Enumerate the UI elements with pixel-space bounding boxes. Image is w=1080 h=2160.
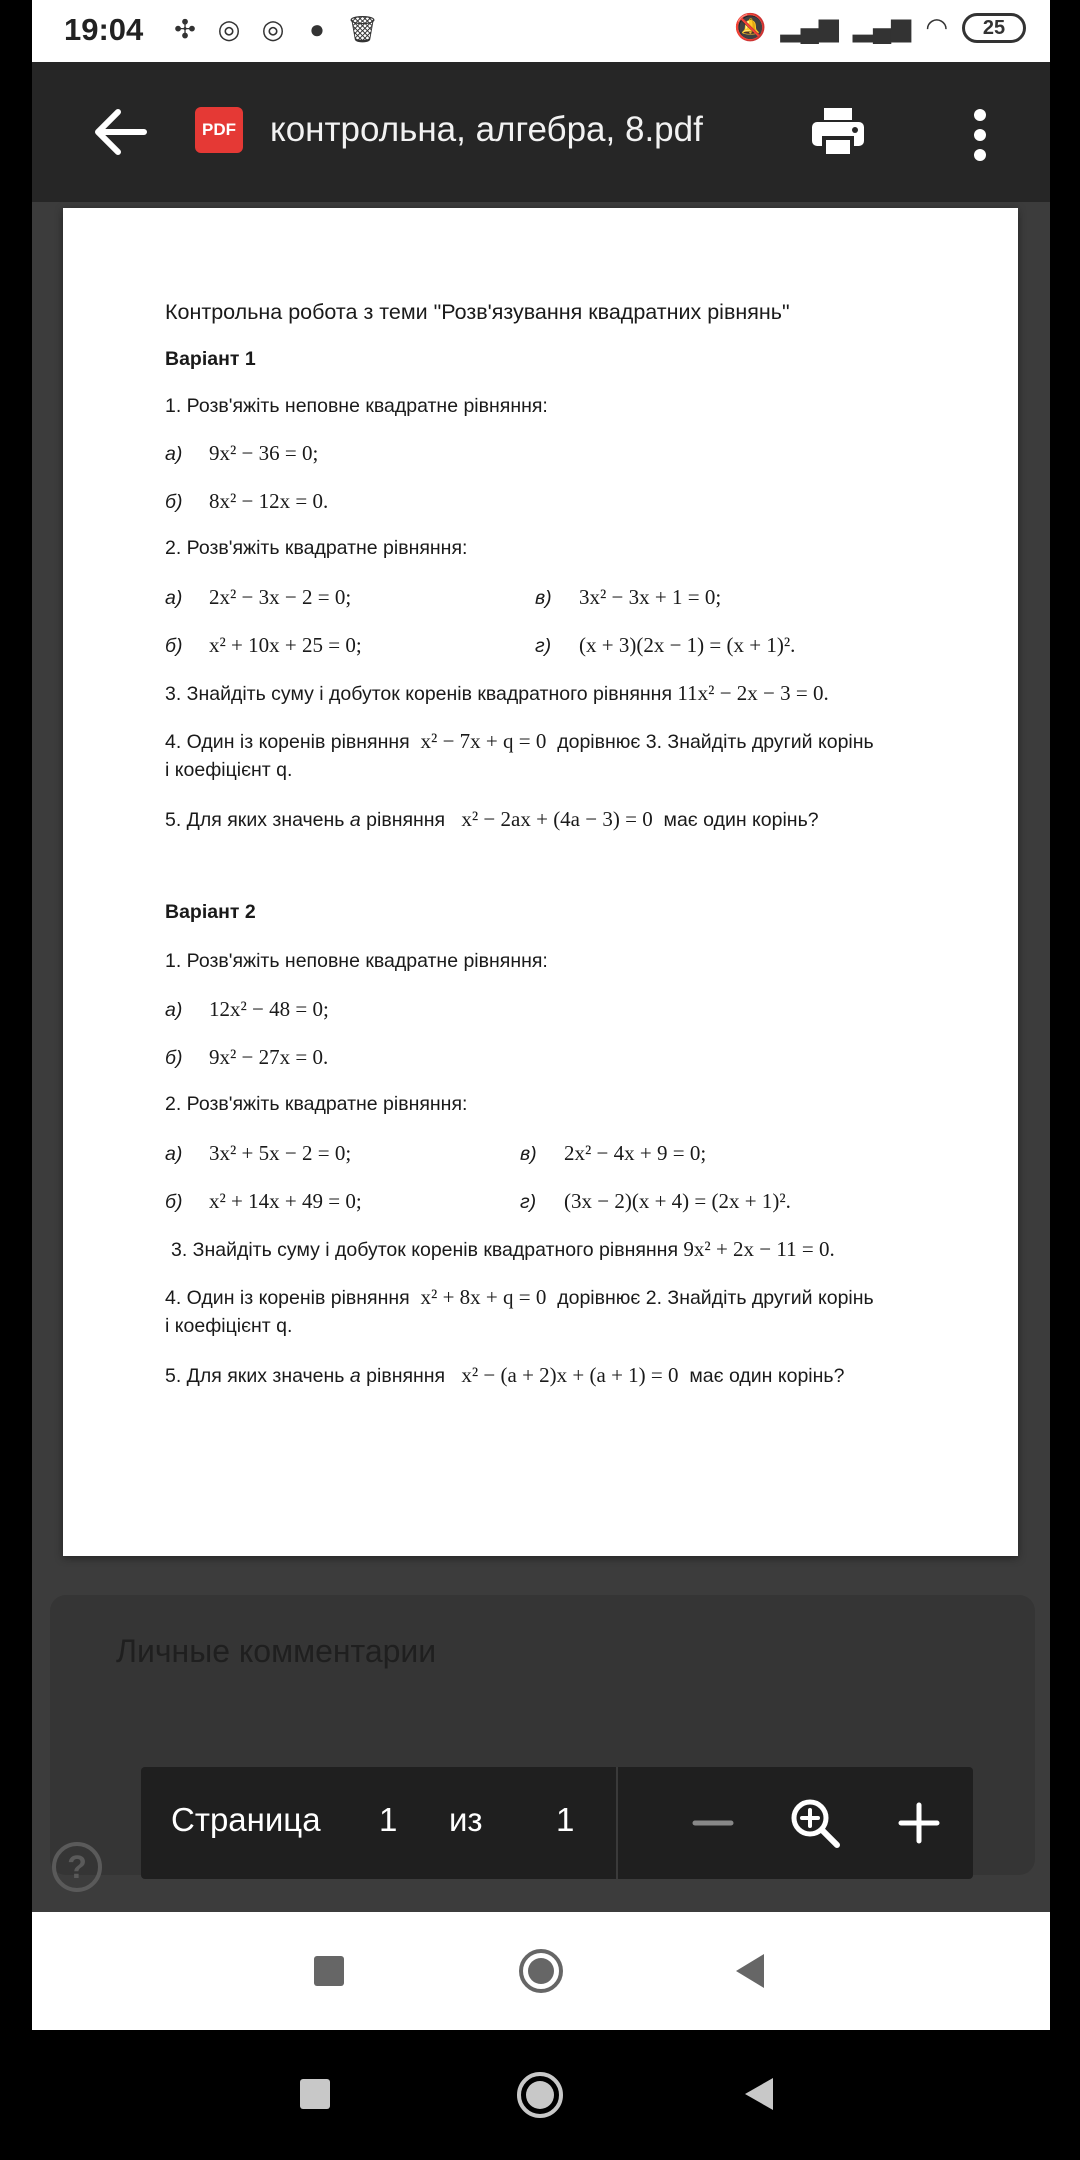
comments-title: Личные комментарии	[116, 1633, 437, 1669]
task-5	[165, 1363, 844, 1388]
variable: a	[349, 809, 361, 831]
home-icon[interactable]	[516, 2071, 564, 2119]
document-title: Контрольна робота з теми "Розв'язування квадратних рівнянь"	[165, 300, 790, 324]
equation: 3x² + 5x − 2 = 0;	[209, 1141, 352, 1165]
variant-heading: Варіант 1	[165, 348, 256, 370]
task-2a	[165, 585, 351, 610]
equation: 2x² − 3x − 2 = 0;	[209, 585, 352, 609]
task-2a	[165, 1141, 351, 1166]
equation: x² − (a + 2)x + (a + 1) = 0	[461, 1363, 679, 1387]
item-label: а)	[165, 999, 183, 1021]
task-text: 3. Знайдіть суму і добуток коренів квадратного рівняння	[171, 1239, 678, 1261]
back-icon[interactable]	[742, 2076, 776, 2112]
task-1a	[165, 997, 329, 1022]
task-3	[171, 1237, 835, 1262]
instagram-icon: ◎	[261, 14, 285, 44]
task-1: 1. Розв'яжіть неповне квадратне рівняння:	[165, 950, 548, 972]
pinwheel-icon: ✣	[174, 14, 196, 44]
item-label: б)	[165, 491, 183, 513]
zoom-out-icon[interactable]	[685, 1795, 741, 1851]
page-navigation-toolbar	[141, 1767, 973, 1879]
item-label: б)	[165, 635, 183, 657]
task-text: 4. Один із коренів рівняння	[165, 731, 410, 753]
equation: (3x − 2)(x + 4) = (2x + 1)².	[564, 1189, 791, 1213]
back-icon[interactable]	[732, 1952, 768, 1990]
task-2g	[535, 633, 795, 658]
task-4-line2: і коефіцієнт q.	[165, 759, 293, 781]
variant-heading: Варіант 2	[165, 901, 256, 923]
recents-icon[interactable]	[298, 2077, 332, 2111]
task-text: дорівнює 3. Знайдіть другий корінь	[557, 731, 874, 753]
status-bar	[32, 0, 1050, 62]
status-time: 19:04	[64, 12, 144, 47]
pdf-file-icon: PDF	[195, 107, 243, 153]
equation: 2x² − 4x + 9 = 0;	[564, 1141, 707, 1165]
task-2v	[520, 1141, 706, 1166]
task-text: має один корінь?	[663, 809, 819, 831]
pdf-viewer-toolbar	[32, 62, 1050, 202]
task-4	[165, 1285, 874, 1310]
equation: x² + 14x + 49 = 0;	[209, 1189, 362, 1213]
wifi-icon: ◠	[925, 12, 948, 42]
equation: x² + 8x + q = 0	[420, 1285, 547, 1309]
task-1a	[165, 441, 318, 466]
system-navigation-bar	[0, 2030, 1080, 2160]
pdf-page	[63, 208, 1018, 1556]
equation: 12x² − 48 = 0;	[209, 997, 329, 1021]
equation: x² − 2ax + (4a − 3) = 0	[461, 807, 653, 831]
task-4	[165, 729, 874, 754]
item-label: б)	[165, 1191, 183, 1213]
task-text: має один корінь?	[689, 1365, 845, 1387]
current-page[interactable]: 1	[379, 1801, 398, 1838]
of-label: из	[449, 1801, 483, 1838]
task-text: рівняння	[366, 1365, 446, 1387]
inner-navigation-bar	[32, 1912, 1050, 2030]
total-pages: 1	[556, 1801, 575, 1838]
device-screen	[32, 0, 1050, 2030]
task-2g	[520, 1189, 791, 1214]
help-icon[interactable]: ?	[52, 1842, 102, 1892]
task-text: рівняння	[366, 809, 446, 831]
zoom-reset-icon[interactable]	[787, 1795, 843, 1851]
item-label: в)	[535, 587, 552, 609]
variable: a	[349, 1365, 361, 1387]
home-icon[interactable]	[518, 1948, 564, 1994]
file-title: контрольна, алгебра, 8.pdf	[270, 110, 703, 149]
task-text: дорівнює 2. Знайдіть другий корінь	[557, 1287, 874, 1309]
equation: 9x² + 2x − 11 = 0.	[683, 1237, 835, 1261]
recents-icon[interactable]	[312, 1954, 346, 1988]
task-2: 2. Розв'яжіть квадратне рівняння:	[165, 1093, 468, 1115]
signal-icon: ▂▄▆	[780, 12, 839, 42]
equation: x² − 7x + q = 0	[420, 729, 547, 753]
task-text: 3. Знайдіть суму і добуток коренів квадратного рівняння	[165, 683, 672, 705]
item-label: г)	[535, 635, 552, 657]
equation: 9x² − 36 = 0;	[209, 441, 319, 465]
print-icon[interactable]	[810, 104, 866, 160]
equation: 11x² − 2x − 3 = 0.	[677, 681, 829, 705]
task-2b	[165, 1189, 362, 1214]
item-label: а)	[165, 443, 183, 465]
item-label: а)	[165, 587, 183, 609]
item-label: б)	[165, 1047, 183, 1069]
task-text: 5. Для яких значень	[165, 1365, 345, 1387]
task-text: 5. Для яких значень	[165, 809, 345, 831]
task-1: 1. Розв'яжіть неповне квадратне рівняння:	[165, 395, 548, 417]
item-label: а)	[165, 1143, 183, 1165]
task-2: 2. Розв'яжіть квадратне рівняння:	[165, 537, 468, 559]
notification-icons	[170, 14, 380, 44]
trash-icon: 🗑	[346, 14, 380, 44]
equation: 3x² − 3x + 1 = 0;	[579, 585, 722, 609]
task-text: 4. Один із коренів рівняння	[165, 1287, 410, 1309]
signal-icon: ▂▄▆	[852, 12, 912, 42]
back-arrow-icon[interactable]	[90, 104, 150, 160]
equation: 8x² − 12x = 0.	[209, 489, 329, 513]
equation: 9x² − 27x = 0.	[209, 1045, 329, 1069]
task-5	[165, 807, 819, 832]
system-icons	[734, 12, 1026, 43]
instagram-icon: ◎	[217, 14, 241, 44]
item-label: в)	[520, 1143, 537, 1165]
mute-icon: 🔕	[734, 12, 767, 42]
equation: (x + 3)(2x − 1) = (x + 1)².	[579, 633, 796, 657]
task-1b	[165, 1045, 328, 1070]
item-label: г)	[520, 1191, 537, 1213]
page-label: Страница	[171, 1801, 321, 1838]
chat-icon: ●	[309, 14, 325, 44]
task-2v	[535, 585, 721, 610]
task-3	[165, 681, 829, 706]
task-2b	[165, 633, 362, 658]
equation: x² + 10x + 25 = 0;	[209, 633, 362, 657]
task-1b	[165, 489, 328, 514]
battery-icon: 25	[962, 13, 1026, 43]
more-options-icon[interactable]	[960, 107, 1000, 163]
task-4-line2: і коефіцієнт q.	[165, 1315, 293, 1337]
toolbar-divider	[616, 1767, 618, 1879]
zoom-in-icon[interactable]	[891, 1795, 947, 1851]
